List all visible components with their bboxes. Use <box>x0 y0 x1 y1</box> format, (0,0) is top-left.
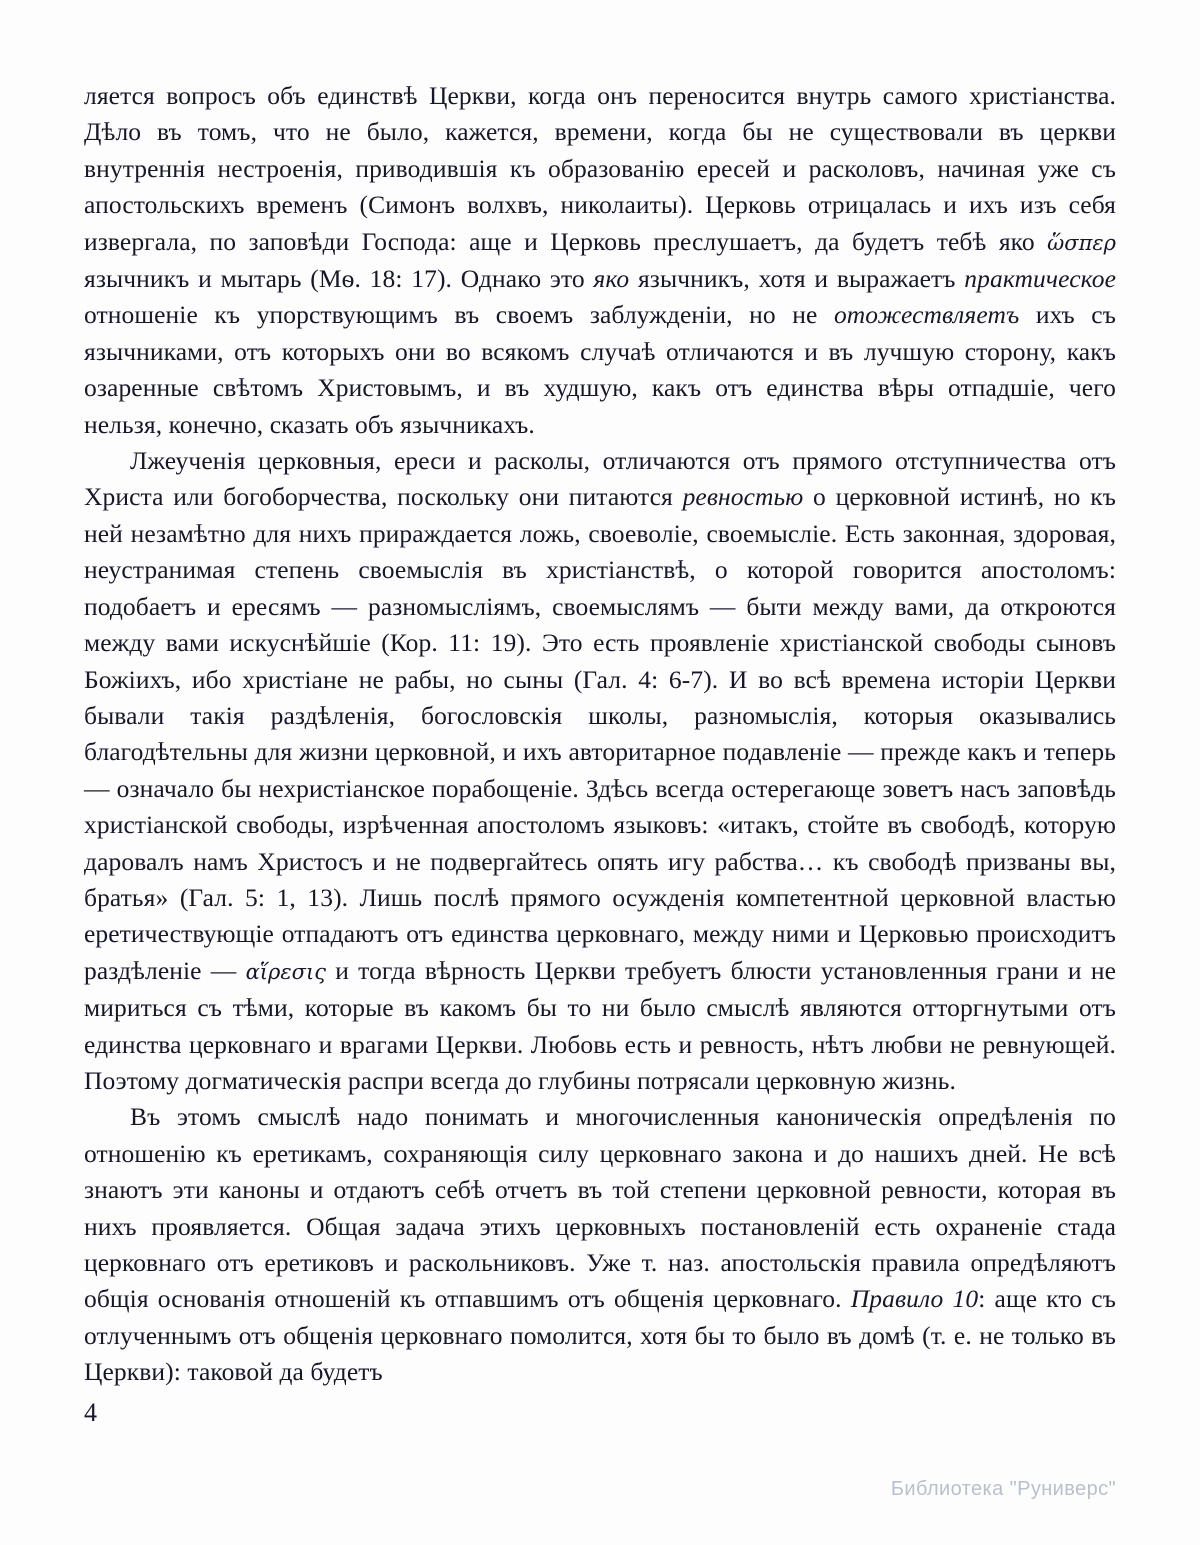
paragraph: Въ этомъ смыслѣ надо понимать и многочисленныя каноническія опредѣленія по отношенію къ еретикамъ, сохраняющія силу церковнаго закона и до нашихъ дней. Не всѣ знаютъ эти каноны и отдаютъ себѣ отчетъ въ той степени церковной ревности, которая въ нихъ проявляется. Общая задача этихъ церковныхъ постановленій есть охраненіе стада церковнаго отъ еретиковъ и раскольниковъ. Уже т. наз. апостольскія правила опредѣляютъ общія основанія отношеній къ отпавшимъ отъ общенія церковнаго. Правило 10: аще кто съ отлученнымъ отъ общенія церковнаго помолится, хотя бы то было въ домѣ (т. е. не только въ Церкви): таковой да будетъ <box>84 1102 1116 1387</box>
emphasis-text: практическое <box>964 264 1116 294</box>
emphasis-text: Правило 10 <box>850 1284 979 1314</box>
greek-phrase: ὥσπερ <box>1047 230 1116 255</box>
page-number: 4 <box>84 1398 97 1427</box>
emphasis-text: яко <box>593 264 630 294</box>
emphasis-text: отожествляетъ <box>833 300 1020 330</box>
library-watermark: Библиотека "Руниверс" <box>890 1478 1116 1500</box>
paragraph: ляется вопросъ объ единствѣ Церкви, когда онъ переносится внутрь самого христіанства. Дѣло въ томъ, что не было, кажется, времени, когда бы не существовали въ церкви внутреннія нестроенія, приводившія къ образованію ересей и расколовъ, начиная уже съ апостольскихъ временъ (Симонъ волхвъ, николаиты). Церковь отрицалась и ихъ изъ себя извергала, по заповѣди Господа: аще и Церковь преслушаетъ, да будетъ тебѣ яко ὥσπερ язычникъ и мытарь (Мѳ. 18: 17). Однако это яко язычникъ, хотя и выражаетъ практическое отношеніе къ упорствующимъ въ своемъ заблужденіи, но не отожествляетъ ихъ съ язычниками, отъ которыхъ они во всякомъ случаѣ отличаются и въ лучшую сторону, какъ озаренные свѣтомъ Христовымъ, и въ худшую, какъ отъ единства вѣры отпадшіе, чего нельзя, конечно, сказать объ язычникахъ. <box>84 81 1116 439</box>
page-body <box>84 78 1116 1391</box>
paragraph: Лжеученія церковныя, ереси и расколы, отличаются отъ прямого отступничества отъ Христа или богоборчества, поскольку они питаются ревностью о церковной истинѣ, но къ ней незамѣтно для нихъ прираждается ложь, своеволіе, своемысліе. Есть законная, здоровая, неустранимая степень своемыслія въ христіанствѣ, о которой говорится апостоломъ: подобаетъ и ересямъ — разномысліямъ, своемыслямъ — быти между вами, да откроются между вами искуснѣйшіе (Кор. 11: 19). Это есть проявленіе христіанской свободы сыновъ Божіихъ, ибо христіане не рабы, но сыны (Гал. 4: 6-7). И во всѣ времена исторіи Церкви бывали такія раздѣленія, богословскія школы, разномыслія, которыя оказывались благодѣтельны для жизни церковной, и ихъ авторитарное подавленіе — прежде какъ и теперь — означало бы нехристіанское порабощеніе. Здѣсь всегда остерегающе зоветъ насъ заповѣдь христіанской свободы, изрѣченная апостоломъ языковъ: «итакъ, стойте въ свободѣ, которую даровалъ намъ Христосъ и не подвергайтесь опять игу рабства… къ свободѣ призваны вы, братья» (Гал. 5: 1, 13). Лишь послѣ прямого осужденія компетентной церковной властью еретичествующіе отпадаютъ отъ единства церковнаго, между ними и Церковью происходитъ раздѣленіе — αἵρεσις и тогда вѣрность Церкви требуетъ блюсти установленныя грани и не мириться съ тѣми, которые въ какомъ бы то ни было смыслѣ являются отторгнутыми отъ единства церковнаго и врагами Церкви. Любовь есть и ревность, нѣтъ любви не ревнующей. Поэтому догматическія распри всегда до глубины потрясали церковную жизнь. <box>84 446 1116 1095</box>
greek-phrase: αἵρεσις <box>245 959 326 984</box>
emphasis-text: ревностью <box>682 482 804 512</box>
